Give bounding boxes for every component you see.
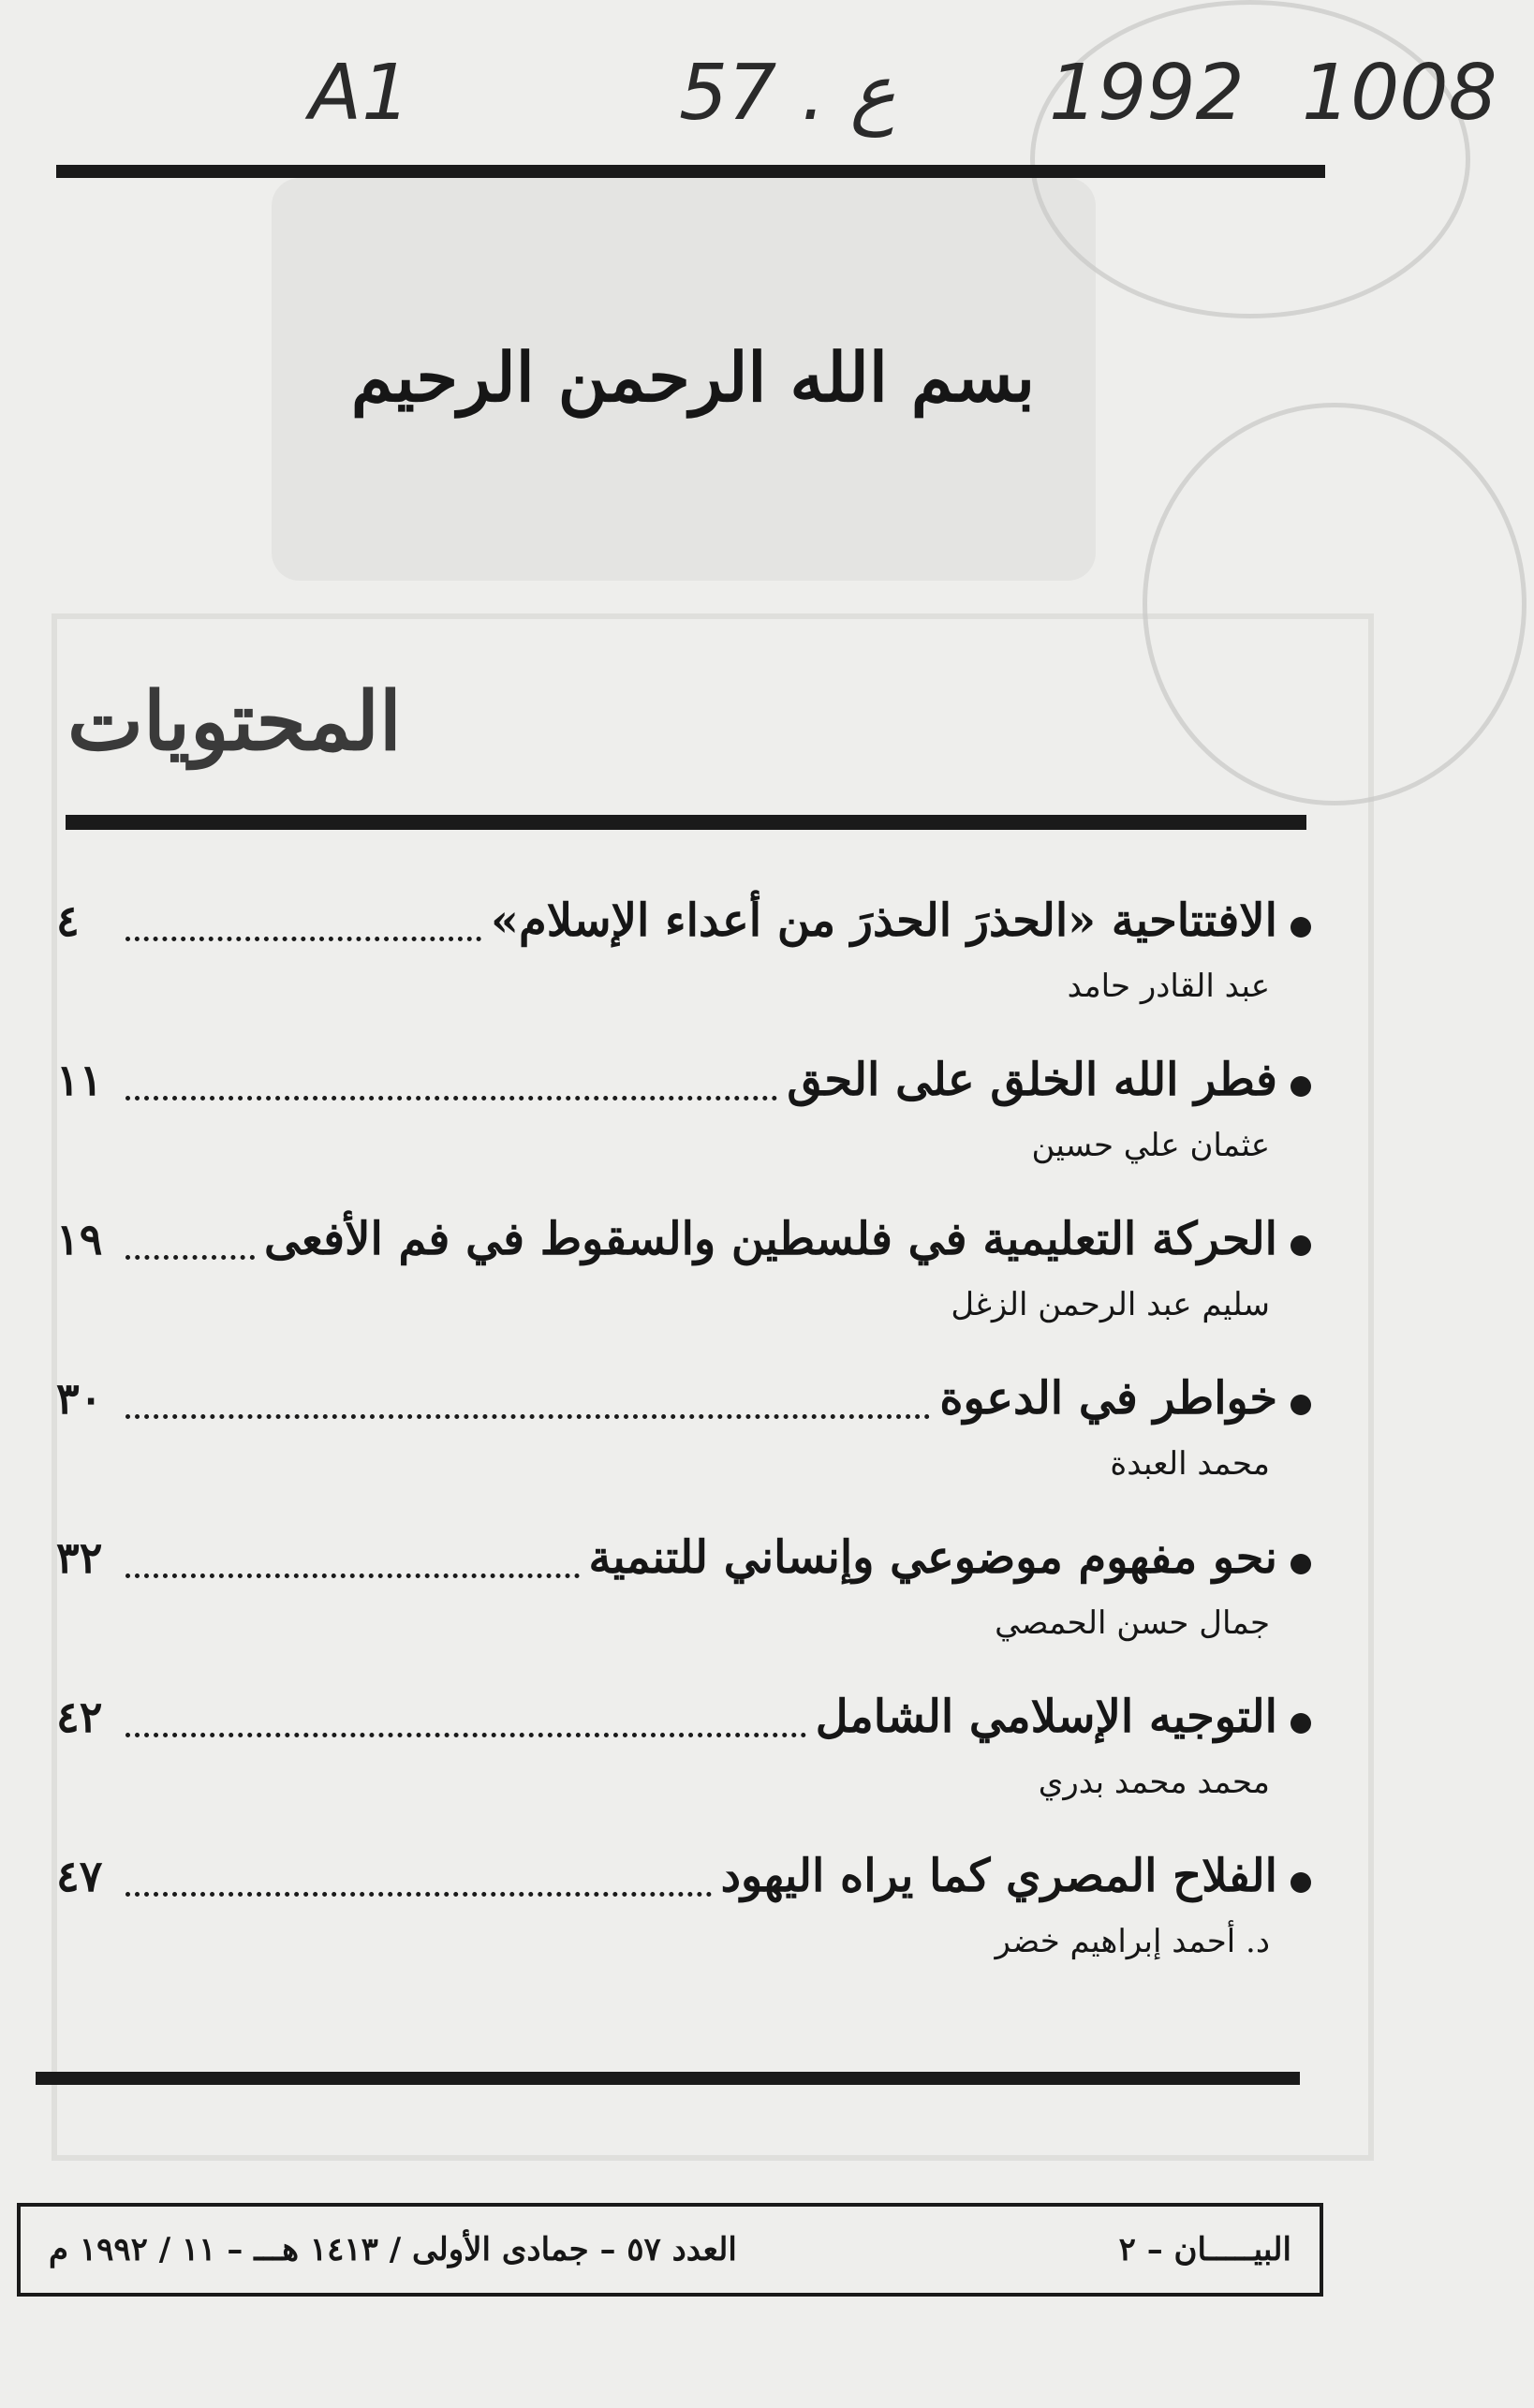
toc-page-number: ١١ (56, 1055, 103, 1105)
toc-page-number: ٣٠ (56, 1373, 103, 1424)
handwritten-year: 1992 (1049, 49, 1245, 138)
handwritten-annotation (309, 49, 1497, 152)
leader-dots (125, 1892, 712, 1897)
table-of-contents (56, 894, 1311, 2009)
contents-heading: المحتويات (67, 674, 402, 769)
handwritten-number: 1008 (1302, 49, 1497, 138)
leader-dots (125, 1255, 255, 1260)
handwritten-code: A1 (309, 49, 411, 138)
toc-title: التوجيه الإسلامي الشامل (815, 1691, 1277, 1743)
leader-dots (125, 1733, 806, 1737)
toc-author: محمد العبدة (1110, 1445, 1270, 1483)
toc-author: جمال حسن الحمصي (995, 1604, 1270, 1642)
toc-item[interactable] (56, 894, 1311, 1054)
toc-page-number: ٤٢ (56, 1692, 103, 1742)
toc-title: الفلاح المصري كما يراه اليهود (720, 1850, 1277, 1902)
toc-author: محمد محمد بدري (1038, 1764, 1270, 1801)
toc-page-number: ٤٧ (56, 1851, 103, 1901)
basmala: بسم الله الرحمن الرحيم (350, 337, 1036, 417)
toc-title: خواطر في الدعوة (939, 1372, 1277, 1425)
toc-author: د. أحمد إبراهيم خضر (995, 1923, 1270, 1960)
toc-title: الحركة التعليمية في فلسطين والسقوط في فم الأفعى (263, 1213, 1277, 1265)
footer-masthead: البيـــــان – ٢ (1118, 2231, 1291, 2268)
bullet-icon (1291, 1395, 1311, 1415)
bullet-icon (1291, 1872, 1311, 1893)
toc-item[interactable] (56, 1691, 1311, 1850)
toc-item[interactable] (56, 1054, 1311, 1213)
toc-author: سليم عبد الرحمن الزغل (951, 1286, 1270, 1323)
bullet-icon (1291, 1713, 1311, 1734)
toc-page-number: ١٩ (56, 1214, 103, 1264)
leader-dots (125, 1414, 930, 1419)
toc-title: نحو مفهوم موضوعي وإنساني للتنمية (588, 1531, 1277, 1584)
contents-rule (66, 815, 1306, 830)
bullet-icon (1291, 1554, 1311, 1574)
toc-page-number: ٤ (56, 895, 80, 946)
library-stamp-top (1030, 0, 1470, 318)
top-rule (56, 165, 1325, 178)
leader-dots (125, 937, 481, 941)
toc-item[interactable] (56, 1850, 1311, 2009)
bullet-icon (1291, 1235, 1311, 1256)
bullet-icon (1291, 1076, 1311, 1097)
toc-author: عثمان علي حسين (1031, 1127, 1270, 1164)
handwritten-issue: 57 . ع (679, 49, 896, 138)
bullet-icon (1291, 917, 1311, 938)
toc-item[interactable] (56, 1372, 1311, 1531)
bottom-rule (36, 2072, 1300, 2085)
leader-dots (125, 1096, 777, 1101)
toc-author: عبد القادر حامد (1067, 968, 1270, 1005)
toc-page-number: ٣٢ (56, 1532, 103, 1583)
leader-dots (125, 1573, 580, 1578)
toc-item[interactable] (56, 1531, 1311, 1691)
toc-item[interactable] (56, 1213, 1311, 1372)
library-stamp-middle (1143, 403, 1527, 805)
toc-title: فطر الله الخلق على الحق (787, 1054, 1277, 1106)
footer-issue-info: العدد ٥٧ – جمادى الأولى / ١٤١٣ هـــ – ١١ / ١٩٩٢ م (49, 2231, 737, 2268)
footer-box (17, 2203, 1323, 2297)
toc-title: الافتتاحية «الحذرَ الحذرَ من أعداء الإسلام» (491, 894, 1277, 947)
